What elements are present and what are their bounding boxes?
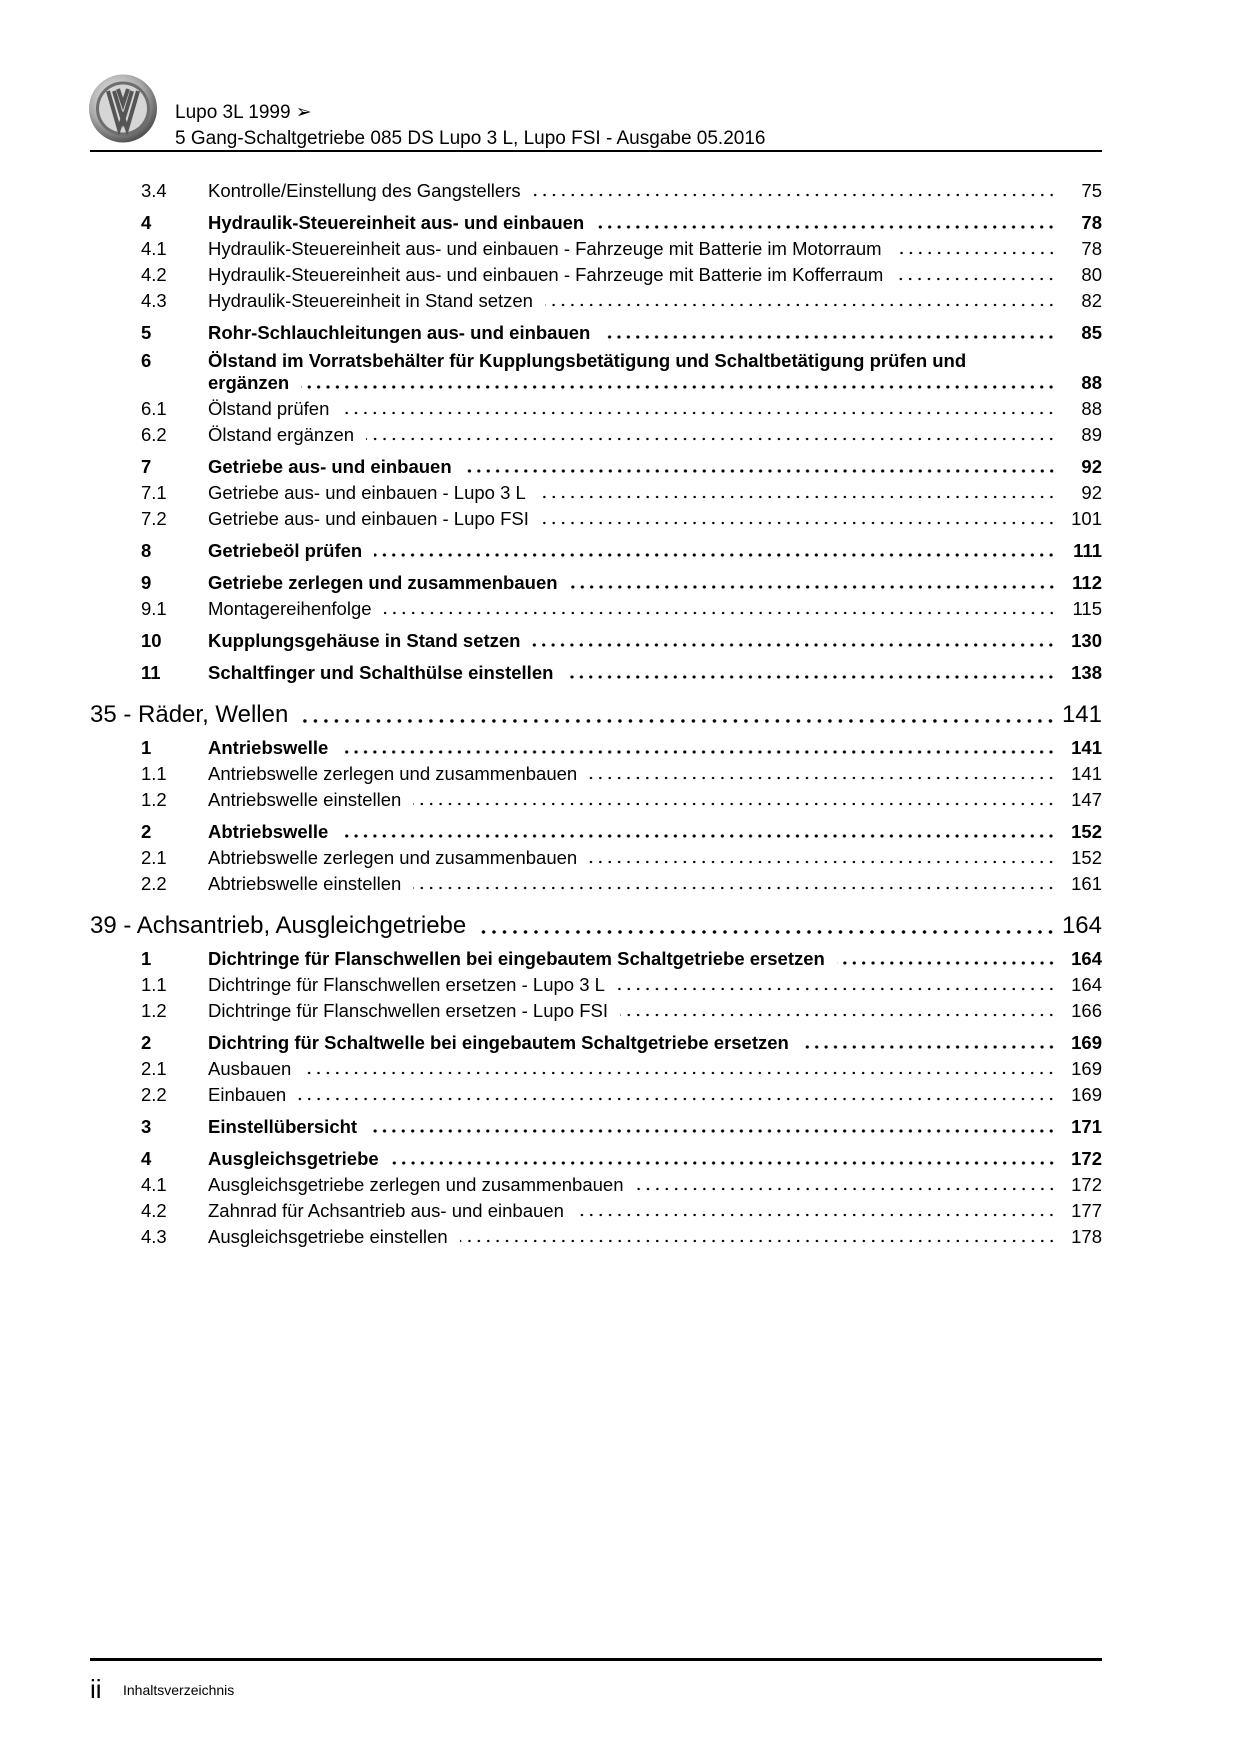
toc-entry[interactable]	[90, 817, 1102, 843]
toc-entry-number: 2.1	[141, 847, 167, 868]
toc-entry[interactable]	[90, 1196, 1102, 1222]
toc-entry-title	[208, 1032, 1056, 1054]
toc-entry-page: 78	[1081, 238, 1102, 259]
toc-entry[interactable]	[90, 536, 1102, 562]
dot-leader	[532, 642, 1056, 648]
toc-entry-page: 111	[1073, 540, 1102, 561]
dot-leader	[298, 1096, 1056, 1102]
dot-leader	[413, 885, 1056, 891]
toc-entry-page: 85	[1081, 322, 1102, 343]
toc-entry-title-text: Antriebswelle einstellen	[208, 789, 402, 810]
toc-entry-title	[208, 1116, 1056, 1138]
toc-entry-title-text: Abtriebswelle zerlegen und zusammenbauen	[208, 847, 578, 868]
toc-entry-number: 4.2	[141, 1200, 167, 1221]
dot-leader	[374, 552, 1056, 558]
toc-entry-number: 9.1	[141, 598, 167, 619]
vw-logo	[88, 73, 158, 144]
toc-entry-page: 89	[1081, 424, 1102, 445]
toc-entry-title	[208, 598, 1056, 620]
dot-leader	[303, 1070, 1056, 1076]
toc-entry-page: 130	[1071, 630, 1102, 651]
dot-leader	[589, 859, 1056, 865]
toc-entry-title	[208, 789, 1056, 811]
toc-entry-title	[208, 1148, 1056, 1170]
toc-entry-title	[208, 508, 1056, 530]
toc-entry-title	[208, 482, 1056, 504]
toc-entry-title	[208, 821, 1056, 843]
toc-entry[interactable]	[90, 626, 1102, 652]
toc-entry-title-text: Ölstand prüfen	[208, 398, 330, 419]
toc-entry-page: 161	[1071, 873, 1102, 894]
toc-entry-page: 169	[1071, 1058, 1102, 1079]
toc-chapter[interactable]	[90, 699, 1102, 729]
toc-entry-title-text: Antriebswelle	[208, 737, 329, 758]
toc-entry-page: 172	[1071, 1174, 1102, 1195]
toc-entry-title	[208, 212, 1056, 234]
footer-rule	[90, 1658, 1102, 1661]
toc-entry-title-text: Ausgleichsgetriebe zerlegen und zusammenbauen	[208, 1174, 624, 1195]
toc-entry[interactable]	[90, 785, 1102, 811]
toc-entry-number: 2.1	[141, 1058, 167, 1079]
dot-leader	[538, 494, 1056, 500]
toc-entry-page: 169	[1071, 1032, 1102, 1053]
toc-entry-title-text: Antriebswelle zerlegen und zusammenbauen	[208, 763, 578, 784]
toc-entry-page: 141	[1071, 737, 1102, 758]
header-subtitle: 5 Gang-Schaltgetriebe 085 DS Lupo 3 L, Lupo FSI - Ausgabe 05.2016	[175, 128, 766, 149]
toc-entry-title	[208, 424, 1056, 446]
toc-entry[interactable]	[90, 176, 1102, 202]
toc-entry-number: 1.1	[141, 974, 167, 995]
toc-entry-number: 5	[141, 322, 152, 343]
toc-entry-page: 88	[1081, 372, 1102, 393]
dot-leader	[589, 775, 1056, 781]
toc-entry-title-text: Hydraulik-Steuereinheit aus- und einbauen	[208, 212, 585, 233]
toc-entry-title	[208, 948, 1056, 970]
toc-entry[interactable]	[90, 260, 1102, 286]
dot-leader	[602, 334, 1056, 340]
dot-leader	[460, 1238, 1056, 1244]
toc-entry-title-text: Kupplungsgehäuse in Stand setzen	[208, 630, 521, 651]
toc-entry-page: 164	[1061, 912, 1102, 939]
toc-entry-page: 78	[1081, 212, 1102, 233]
dot-leader	[617, 986, 1056, 992]
toc-entry-number: 4.1	[141, 1174, 167, 1195]
toc-entry-page: 172	[1071, 1148, 1102, 1169]
toc-entry[interactable]	[90, 944, 1102, 970]
dot-leader	[413, 801, 1056, 807]
toc-entry-title-text: Dichtring für Schaltwelle bei eingebautem Schaltgetriebe ersetzen	[208, 1032, 789, 1053]
table-of-contents	[90, 176, 1102, 1248]
toc-entry-title-line1: Ölstand im Vorratsbehälter für Kupplungsbetätigung und Schaltbetätigung prüfen und	[208, 350, 967, 371]
toc-entry-title	[208, 630, 1056, 652]
toc-entry[interactable]	[90, 234, 1102, 260]
dot-leader	[369, 1128, 1056, 1134]
toc-entry-title	[208, 398, 1056, 420]
toc-entry-title-text: Hydraulik-Steuereinheit in Stand setzen	[208, 290, 533, 311]
header-title: Lupo 3L 1999 ➢	[175, 102, 312, 123]
toc-entry-title	[208, 290, 1056, 312]
toc-entry[interactable]	[90, 759, 1102, 785]
toc-entry-title-text: Hydraulik-Steuereinheit aus- und einbauen - Fahrzeuge mit Batterie im Kofferraum	[208, 264, 884, 285]
toc-entry-title	[208, 847, 1056, 869]
toc-entry-page: 171	[1071, 1116, 1102, 1137]
dot-leader	[570, 584, 1056, 590]
toc-entry[interactable]	[90, 350, 1102, 394]
toc-entry-number: 2.2	[141, 1084, 167, 1105]
toc-entry-number: 10	[141, 630, 162, 651]
toc-entry-number: 1.1	[141, 763, 167, 784]
toc-entry-number: 4	[141, 212, 152, 233]
dot-leader	[384, 610, 1056, 616]
toc-entry-number: 6.2	[141, 424, 167, 445]
toc-entry-number: 4.3	[141, 1226, 167, 1247]
toc-entry-title	[208, 180, 1056, 202]
toc-chapter[interactable]	[90, 910, 1102, 940]
dot-leader	[341, 410, 1056, 416]
dot-leader	[636, 1186, 1057, 1192]
toc-entry-number: 9	[141, 572, 152, 593]
dot-leader	[620, 1012, 1056, 1018]
dot-leader	[541, 520, 1056, 526]
dot-leader	[545, 302, 1056, 308]
toc-entry[interactable]	[90, 420, 1102, 446]
dot-leader	[565, 674, 1056, 680]
toc-entry-title-text: Getriebe zerlegen und zusammenbauen	[208, 572, 558, 593]
toc-entry-title-text: Einstellübersicht	[208, 1116, 358, 1137]
toc-entry-title-text: Dichtringe für Flanschwellen ersetzen - Lupo FSI	[208, 1000, 608, 1021]
toc-entry-title-text: Hydraulik-Steuereinheit aus- und einbauen - Fahrzeuge mit Batterie im Motorraum	[208, 238, 882, 259]
toc-entry-number: 2.2	[141, 873, 167, 894]
toc-entry-title-text: Dichtringe für Flanschwellen bei eingebautem Schaltgetriebe ersetzen	[208, 948, 825, 969]
toc-entry-title	[208, 264, 1056, 286]
dot-leader	[464, 468, 1056, 474]
toc-entry-title	[208, 1174, 1056, 1196]
dot-leader	[340, 833, 1056, 839]
toc-entry-title-text: Abtriebswelle einstellen	[208, 873, 402, 894]
toc-entry-page: 115	[1072, 598, 1102, 619]
toc-entry-title-text: Zahnrad für Achsantrieb aus- und einbauen	[208, 1200, 564, 1221]
toc-entry-title	[208, 1000, 1056, 1022]
toc-entry[interactable]	[90, 1170, 1102, 1196]
toc-entry-page: 138	[1071, 662, 1102, 683]
toc-entry-title-text: Einbauen	[208, 1084, 287, 1105]
toc-entry-title	[208, 572, 1056, 594]
toc-entry[interactable]	[90, 286, 1102, 312]
toc-entry-title	[208, 974, 1056, 996]
toc-entry-title	[208, 540, 1056, 562]
toc-entry-page: 92	[1081, 482, 1102, 503]
toc-entry[interactable]	[90, 1028, 1102, 1054]
toc-entry[interactable]	[90, 504, 1102, 530]
toc-entry-number: 8	[141, 540, 152, 561]
toc-entry[interactable]	[90, 658, 1102, 684]
toc-entry-number: 3	[141, 1116, 152, 1137]
toc-entry-number: 4.1	[141, 238, 167, 259]
toc-entry[interactable]	[90, 452, 1102, 478]
toc-entry-number: 4	[141, 1148, 152, 1169]
toc-entry-page: 75	[1081, 180, 1102, 201]
toc-entry[interactable]	[90, 1080, 1102, 1106]
toc-entry-title	[208, 238, 1056, 260]
toc-entry[interactable]	[90, 1112, 1102, 1138]
toc-entry-title-text: Ausgleichsgetriebe einstellen	[208, 1226, 448, 1247]
toc-entry-page: 141	[1061, 701, 1102, 728]
toc-entry-title-text: Getriebe aus- und einbauen - Lupo 3 L	[208, 482, 526, 503]
toc-entry[interactable]	[90, 869, 1102, 895]
toc-entry-title-text: Ausbauen	[208, 1058, 292, 1079]
footer-section: Inhaltsverzeichnis	[123, 1682, 235, 1698]
toc-entry[interactable]	[90, 478, 1102, 504]
toc-entry-title-text: 39 - Achsantrieb, Ausgleichgetriebe	[90, 912, 467, 939]
toc-entry-title	[208, 1226, 1056, 1248]
toc-entry-title	[90, 912, 1056, 940]
toc-entry-title	[208, 456, 1056, 478]
toc-entry-title	[208, 662, 1056, 684]
toc-entry-page: 164	[1071, 974, 1102, 995]
toc-entry-page: 164	[1071, 948, 1102, 969]
toc-entry-page: 147	[1071, 789, 1102, 810]
toc-entry-number: 1	[141, 948, 152, 969]
dot-leader	[596, 224, 1056, 230]
toc-entry-page: 141	[1071, 763, 1102, 784]
dot-leader	[340, 749, 1056, 755]
dot-leader	[576, 1212, 1056, 1218]
toc-entry-title	[208, 873, 1056, 895]
toc-entry-number: 7.2	[141, 508, 167, 529]
toc-entry[interactable]	[90, 843, 1102, 869]
toc-entry-page: 80	[1081, 264, 1102, 285]
toc-entry-page: 88	[1081, 398, 1102, 419]
toc-entry[interactable]	[90, 394, 1102, 420]
toc-entry-title	[90, 701, 1056, 729]
dot-leader	[533, 192, 1056, 198]
footer-page-number: ii	[90, 1674, 102, 1704]
toc-entry[interactable]	[90, 1054, 1102, 1080]
toc-entry-title-text: Ausgleichsgetriebe	[208, 1148, 379, 1169]
toc-entry[interactable]	[90, 594, 1102, 620]
toc-entry-page: 177	[1071, 1200, 1102, 1221]
toc-entry[interactable]	[90, 733, 1102, 759]
toc-entry-title-text: 35 - Räder, Wellen	[90, 701, 289, 728]
toc-entry-page: 152	[1071, 847, 1102, 868]
toc-entry-page: 169	[1071, 1084, 1102, 1105]
toc-entry-title-text: Abtriebswelle	[208, 821, 329, 842]
toc-entry-title	[208, 737, 1056, 759]
dot-leader	[366, 436, 1056, 442]
dot-leader	[837, 960, 1056, 966]
toc-entry-title-text: Getriebe aus- und einbauen - Lupo FSI	[208, 508, 529, 529]
toc-entry-title	[208, 763, 1056, 785]
toc-entry-title-text: Getriebeöl prüfen	[208, 540, 363, 561]
toc-entry-title	[208, 322, 1056, 344]
toc-entry[interactable]	[90, 208, 1102, 234]
toc-entry-number: 1.2	[141, 1000, 167, 1021]
dot-leader	[801, 1044, 1056, 1050]
toc-entry-page: 152	[1071, 821, 1102, 842]
toc-entry-number: 4.3	[141, 290, 167, 311]
toc-entry-number: 1.2	[141, 789, 167, 810]
dot-leader	[894, 250, 1056, 256]
toc-entry-number: 3.4	[141, 180, 167, 201]
dot-leader	[895, 276, 1056, 282]
toc-entry-number: 6	[141, 350, 152, 371]
header-rule	[90, 150, 1102, 152]
toc-entry-number: 2	[141, 1032, 152, 1053]
toc-entry-number: 4.2	[141, 264, 167, 285]
toc-entry-page: 112	[1072, 572, 1102, 593]
toc-entry-title-text: Ölstand ergänzen	[208, 424, 355, 445]
dot-leader	[300, 718, 1056, 724]
toc-entry-page: 92	[1081, 456, 1102, 477]
toc-entry[interactable]	[90, 568, 1102, 594]
toc-entry-title	[208, 1058, 1056, 1080]
toc-entry[interactable]	[90, 996, 1102, 1022]
toc-entry[interactable]	[90, 970, 1102, 996]
toc-entry-page: 166	[1071, 1000, 1102, 1021]
toc-entry-number: 7.1	[141, 482, 167, 503]
toc-entry-page: 178	[1071, 1226, 1102, 1247]
toc-entry-title-line2: ergänzen	[208, 372, 290, 393]
toc-entry-number: 1	[141, 737, 152, 758]
toc-entry-title-text: Dichtringe für Flanschwellen ersetzen - Lupo 3 L	[208, 974, 605, 995]
toc-entry-page: 82	[1081, 290, 1102, 311]
toc-entry-number: 6.1	[141, 398, 167, 419]
toc-entry-title-text: Getriebe aus- und einbauen	[208, 456, 452, 477]
toc-entry-title-text: Schaltfinger und Schalthülse einstellen	[208, 662, 554, 683]
toc-entry-title-text: Kontrolle/Einstellung des Gangstellers	[208, 180, 521, 201]
dot-leader	[301, 384, 1056, 390]
toc-entry[interactable]	[90, 1144, 1102, 1170]
toc-entry-number: 11	[141, 662, 161, 683]
toc-entry-title	[208, 350, 1056, 394]
dot-leader	[478, 929, 1056, 935]
toc-entry-number: 7	[141, 456, 152, 477]
toc-entry-title	[208, 1084, 1056, 1106]
toc-entry-title	[208, 1200, 1056, 1222]
toc-entry[interactable]	[90, 1222, 1102, 1248]
toc-entry-title-text: Rohr-Schlauchleitungen aus- und einbauen	[208, 322, 591, 343]
dot-leader	[391, 1160, 1056, 1166]
toc-entry-title-text: Montagereihenfolge	[208, 598, 372, 619]
toc-entry-page: 101	[1071, 508, 1102, 529]
toc-entry[interactable]	[90, 318, 1102, 344]
toc-entry-number: 2	[141, 821, 152, 842]
